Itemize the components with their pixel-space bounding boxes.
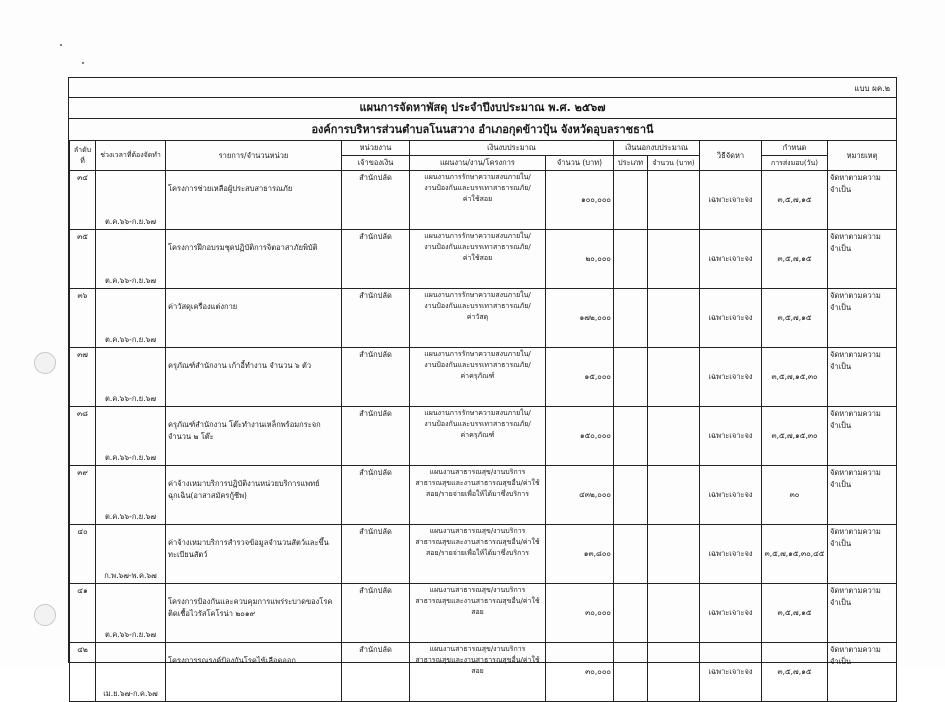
row-plan-line: แผนงานสาธารณสุข/งานบริการ (429, 645, 526, 653)
row-unit: สำนักปลัด (342, 643, 410, 702)
row-plan-line: สอย (471, 667, 484, 675)
row-seq: ๓๔ (70, 171, 96, 230)
procurement-table (69, 140, 897, 702)
header-seq: ลำดับที่ (70, 141, 96, 171)
row-deadline: ๓,๕,๗,๑๕ (762, 230, 828, 289)
row-remark: จัดหาตามความจำเป็น (828, 525, 897, 584)
form-code: แบบ ผค.๒ (854, 84, 890, 93)
row-plan-line: งานป้องกันและบรรเทาสาธารณภัย/ (424, 302, 531, 310)
row-nonbudget-amount (648, 171, 700, 230)
header-budget-group: เงินงบประมาณ (410, 141, 614, 156)
row-seq: ๔๑ (70, 584, 96, 643)
row-seq: ๓๘ (70, 407, 96, 466)
row-amount: ๑๐๐,๐๐๐ (546, 171, 614, 230)
row-plan-line: ค่าครุภัณฑ์ (460, 372, 495, 380)
row-method: เฉพาะเจาะจง (700, 643, 762, 702)
header-budget-plan: แผนงาน/งาน/โครงการ (410, 156, 546, 171)
header-method: วิธีจัดหา (700, 141, 762, 171)
row-amount: ๑๕๐,๐๐๐ (546, 407, 614, 466)
row-amount: ๔๓๒,๐๐๐ (546, 466, 614, 525)
header-deadline-bottom: การส่งมอบ(วัน) (762, 156, 828, 171)
row-nonbudget-type (614, 407, 648, 466)
row-remark: จัดหาตามความจำเป็น (828, 407, 897, 466)
row-item: โครงการช่วยเหลือผู้ประสบสาธารณภัย (166, 171, 342, 230)
row-plan (410, 171, 546, 230)
plan-sheet (68, 77, 897, 698)
row-item: โครงการฝึกอบรมชุดปฏิบัติการจิตอาสาภัยพิบัติ (166, 230, 342, 289)
row-unit: สำนักปลัด (342, 407, 410, 466)
row-item: ค่าจ้างเหมาบริการปฏิบัติงานหน่วยบริการแพทย์ฉุกเฉิน(อาสาสมัครกู้ชีพ) (166, 466, 342, 525)
row-plan-line: แผนงานการรักษาความสงบภายใน/ (424, 409, 531, 417)
row-deadline: ๓,๕,๗,๑๕ (762, 643, 828, 702)
header-deadline-top: กำหนด (762, 141, 828, 156)
row-plan-line: สาธารณสุขและงานสาธารณสุขอื่น/ค่าใช้ (415, 597, 540, 605)
binder-hole-bottom (34, 604, 56, 626)
row-nonbudget-type (614, 171, 648, 230)
row-nonbudget-amount (648, 525, 700, 584)
scan-speck (60, 44, 62, 46)
row-seq: ๔๐ (70, 525, 96, 584)
row-plan-line: ค่าใช้สอย (462, 195, 493, 203)
row-unit: สำนักปลัด (342, 466, 410, 525)
row-plan-line: สอย/รายจ่ายเพื่อให้ได้มาซึ่งบริการ (425, 549, 530, 557)
row-item: โครงการป้องกันและควบคุมการแพร่ระบาดของโรคติดเชื้อไวรัสโคโรน่า ๒๐๑๙ (166, 584, 342, 643)
row-plan (410, 584, 546, 643)
row-seq: ๓๕ (70, 230, 96, 289)
row-remark: จัดหาตามความจำเป็น (828, 584, 897, 643)
header-unit-top: หน่วยงาน (342, 141, 410, 156)
row-item: โครงการรณรงค์ป้องกันโรคไข้เลือดออก (166, 643, 342, 702)
row-plan (410, 289, 546, 348)
row-period: ต.ค.๖๖-ก.ย.๖๗ (96, 466, 166, 525)
row-plan-line: สาธารณสุขและงานสาธารณสุขอื่น/ค่าใช้ (415, 479, 540, 487)
row-plan-line: สาธารณสุขและงานสาธารณสุขอื่น/ค่าใช้ (415, 656, 540, 664)
row-deadline: ๓๐ (762, 466, 828, 525)
row-plan-line: งานป้องกันและบรรเทาสาธารณภัย/ (424, 361, 531, 369)
row-plan (410, 466, 546, 525)
row-plan-line: สอย (471, 608, 484, 616)
row-deadline: ๓,๕,๗,๑๕,๓๐ (762, 407, 828, 466)
row-deadline: ๓,๕,๗,๑๕,๓๐ (762, 348, 828, 407)
table-row (70, 525, 897, 584)
header-item: รายการ/จำนวนหน่วย (166, 141, 342, 171)
row-nonbudget-type (614, 289, 648, 348)
row-remark: จัดหาตามความจำเป็น (828, 289, 897, 348)
row-amount: ๑๓,๘๐๐ (546, 525, 614, 584)
row-nonbudget-type (614, 348, 648, 407)
row-period: ต.ค.๖๖-ก.ย.๖๗ (96, 171, 166, 230)
row-item: ครุภัณฑ์สำนักงาน โต๊ะทำงานเหล็กพร้อมกระจก จำนวน ๒ โต๊ะ (166, 407, 342, 466)
row-amount: ๓๐,๐๐๐ (546, 643, 614, 702)
row-seq: ๓๗ (70, 348, 96, 407)
row-nonbudget-amount (648, 407, 700, 466)
table-row (70, 348, 897, 407)
row-deadline: ๓,๕,๗,๑๕ (762, 289, 828, 348)
row-period: ต.ค.๖๖-ก.ย.๖๗ (96, 584, 166, 643)
row-method: เฉพาะเจาะจง (700, 407, 762, 466)
table-row (70, 230, 897, 289)
row-period: ต.ค.๖๖-ก.ย.๖๗ (96, 289, 166, 348)
row-nonbudget-type (614, 230, 648, 289)
row-remark: จัดหาตามความจำเป็น (828, 643, 897, 702)
row-plan (410, 643, 546, 702)
row-item: ค่าจ้างเหมาบริการสำรวจข้อมูลจำนวนสัตว์และขึ้นทะเบียนสัตว์ (166, 525, 342, 584)
row-method: เฉพาะเจาะจง (700, 584, 762, 643)
row-plan (410, 348, 546, 407)
row-period: ต.ค.๖๖-ก.ย.๖๗ (96, 407, 166, 466)
row-nonbudget-amount (648, 643, 700, 702)
row-unit: สำนักปลัด (342, 525, 410, 584)
row-unit: สำนักปลัด (342, 584, 410, 643)
row-plan-line: ค่าวัสดุ (466, 313, 489, 321)
row-deadline: ๓,๕,๗,๑๕,๓๐,๔๕ (762, 525, 828, 584)
row-seq: ๔๒ (70, 643, 96, 702)
row-remark: จัดหาตามความจำเป็น (828, 466, 897, 525)
row-nonbudget-amount (648, 466, 700, 525)
row-amount: ๓๐,๐๐๐ (546, 584, 614, 643)
row-plan-line: สาธารณสุขและงานสาธารณสุขอื่น/ค่าใช้ (415, 538, 540, 546)
table-row (70, 584, 897, 643)
table-row (70, 289, 897, 348)
organization-title: องค์การบริหารส่วนตำบลโนนสวาง อำเภอกุดข้าวปุ้น จังหวัดอุบลราชธานี (69, 118, 896, 141)
table-body (70, 171, 897, 702)
document-title: แผนการจัดหาพัสดุ ประจำปีงบประมาณ พ.ศ. ๒๕๖๗ (69, 97, 896, 118)
row-plan-line: งานป้องกันและบรรเทาสาธารณภัย/ (424, 243, 531, 251)
row-unit: สำนักปลัด (342, 348, 410, 407)
row-nonbudget-type (614, 584, 648, 643)
row-plan-line: สอย/รายจ่ายเพื่อให้ได้มาซึ่งบริการ (425, 490, 530, 498)
row-remark: จัดหาตามความจำเป็น (828, 348, 897, 407)
row-nonbudget-type (614, 525, 648, 584)
row-unit: สำนักปลัด (342, 230, 410, 289)
row-seq: ๓๙ (70, 466, 96, 525)
table-row (70, 171, 897, 230)
row-plan-line: ค่าครุภัณฑ์ (460, 431, 495, 439)
row-nonbudget-amount (648, 230, 700, 289)
binder-hole-top (34, 352, 56, 374)
row-plan (410, 525, 546, 584)
row-plan-line: แผนงานการรักษาความสงบภายใน/ (424, 173, 531, 181)
row-method: เฉพาะเจาะจง (700, 525, 762, 584)
row-period: เม.ย.๖๗-ก.ค.๖๗ (96, 643, 166, 702)
row-method: เฉพาะเจาะจง (700, 466, 762, 525)
row-unit: สำนักปลัด (342, 171, 410, 230)
header-nonbudget-amount: จำนวน (บาท) (648, 156, 700, 171)
header-budget-amount: จำนวน (บาท) (546, 156, 614, 171)
row-amount: ๑๕,๐๐๐ (546, 348, 614, 407)
row-plan-line: แผนงานสาธารณสุข/งานบริการ (429, 527, 526, 535)
header-period: ช่วงเวลาที่ต้องจัดทำ (96, 141, 166, 171)
row-method: เฉพาะเจาะจง (700, 171, 762, 230)
row-method: เฉพาะเจาะจง (700, 230, 762, 289)
row-plan-line: ค่าใช้สอย (462, 254, 493, 262)
row-period: ต.ค.๖๖-ก.ย.๖๗ (96, 348, 166, 407)
table-row (70, 466, 897, 525)
row-period: ต.ค.๖๖-ก.ย.๖๗ (96, 230, 166, 289)
row-remark: จัดหาตามความจำเป็น (828, 230, 897, 289)
header-unit-bottom: เจ้าของเงิน (342, 156, 410, 171)
row-unit: สำนักปลัด (342, 289, 410, 348)
row-remark: จัดหาตามความจำเป็น (828, 171, 897, 230)
table-row (70, 407, 897, 466)
header-nonbudget-group: เงินนอกงบประมาณ (614, 141, 700, 156)
row-plan-line: แผนงานการรักษาความสงบภายใน/ (424, 291, 531, 299)
row-plan-line: แผนงานการรักษาความสงบภายใน/ (424, 350, 531, 358)
row-plan-line: งานป้องกันและบรรเทาสาธารณภัย/ (424, 420, 531, 428)
row-nonbudget-amount (648, 584, 700, 643)
row-method: เฉพาะเจาะจง (700, 289, 762, 348)
table-row (70, 643, 897, 702)
row-item: ครุภัณฑ์สำนักงาน เก้าอี้ทำงาน จำนวน ๖ ตัว (166, 348, 342, 407)
row-deadline: ๓,๕,๗,๑๕ (762, 584, 828, 643)
row-plan-line: งานป้องกันและบรรเทาสาธารณภัย/ (424, 184, 531, 192)
row-plan-line: แผนงานสาธารณสุข/งานบริการ (429, 586, 526, 594)
row-plan (410, 407, 546, 466)
header-remark: หมายเหตุ (828, 141, 897, 171)
row-plan (410, 230, 546, 289)
row-amount: ๒๐,๐๐๐ (546, 230, 614, 289)
row-seq: ๓๖ (70, 289, 96, 348)
row-plan-line: แผนงานสาธารณสุข/งานบริการ (429, 468, 526, 476)
row-period: ก.พ.๖๗-พ.ค.๖๗ (96, 525, 166, 584)
row-nonbudget-amount (648, 348, 700, 407)
header-nonbudget-type: ประเภท (614, 156, 648, 171)
row-nonbudget-amount (648, 289, 700, 348)
row-nonbudget-type (614, 643, 648, 702)
row-method: เฉพาะเจาะจง (700, 348, 762, 407)
row-deadline: ๓,๕,๗,๑๕ (762, 171, 828, 230)
row-amount: ๑๗๒,๐๐๐ (546, 289, 614, 348)
row-item: ค่าวัสดุเครื่องแต่งกาย (166, 289, 342, 348)
scan-speck (82, 62, 84, 64)
row-nonbudget-type (614, 466, 648, 525)
row-plan-line: แผนงานการรักษาความสงบภายใน/ (424, 232, 531, 240)
